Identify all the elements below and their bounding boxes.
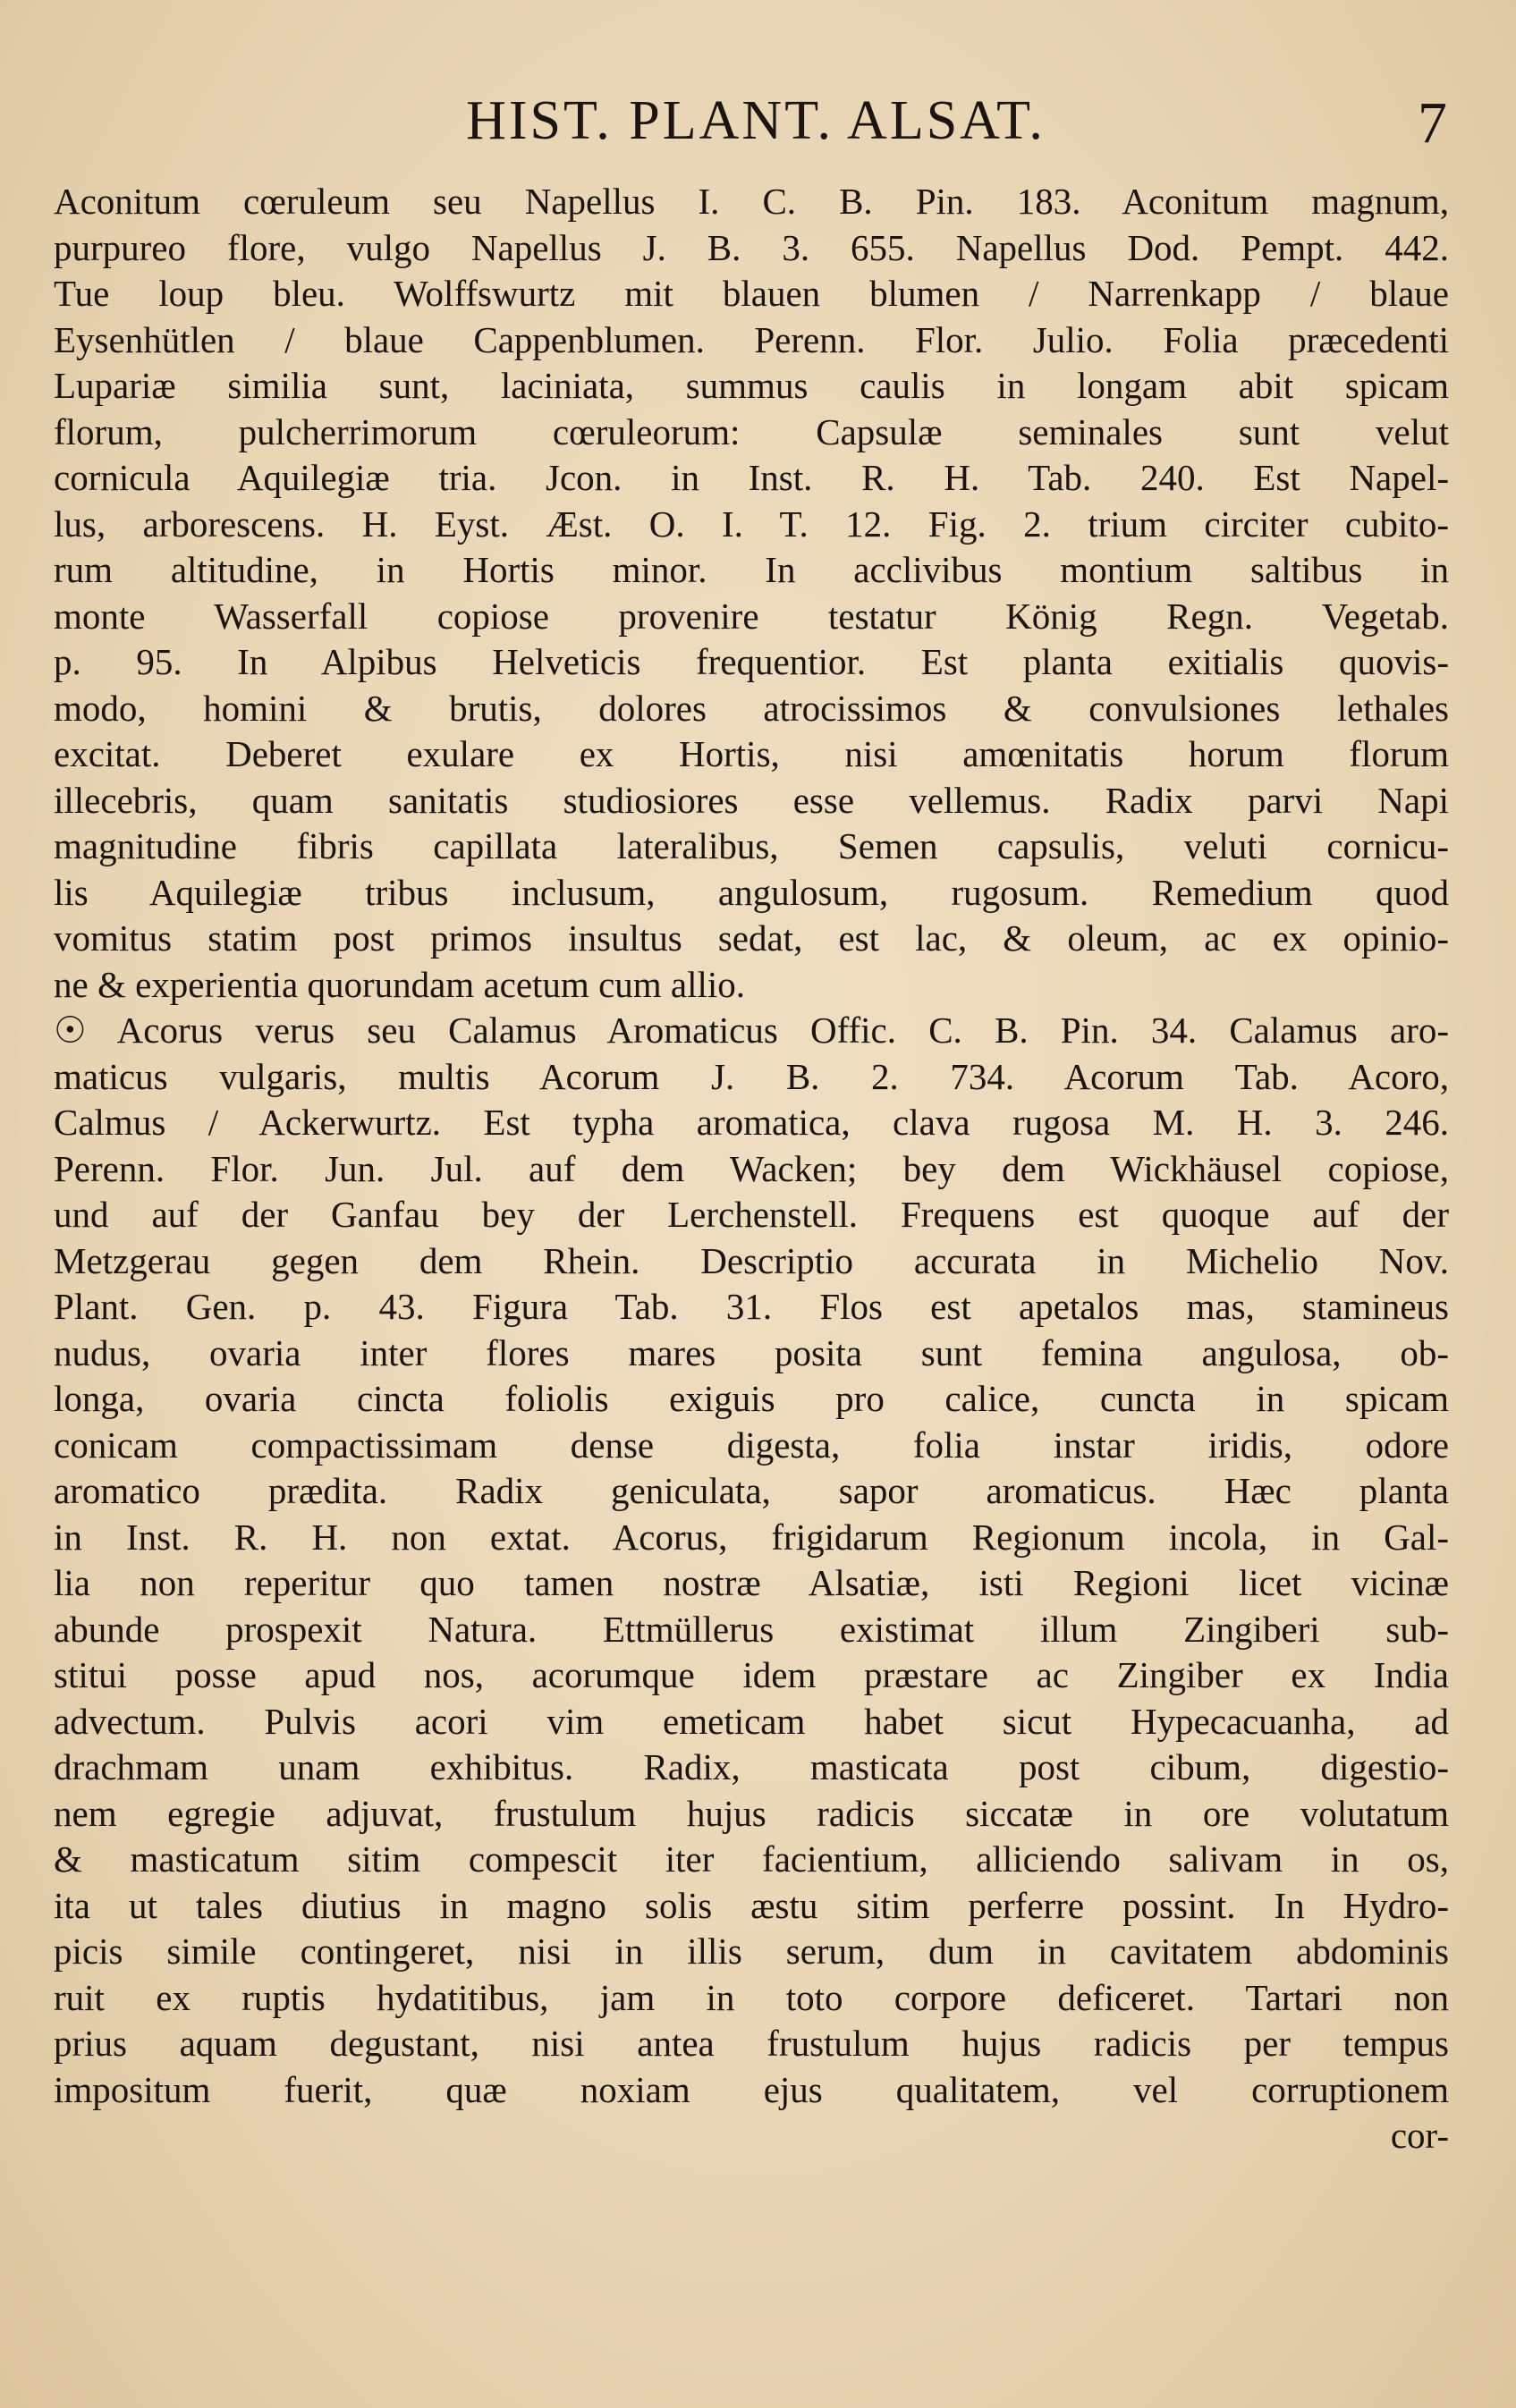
text-line: abunde prospexit Natura. Ettmüllerus existimat illum Zingiberi sub- [54,1608,1449,1650]
text-line: picis simile contingeret, nisi in illis serum, dum in cavitatem abdominis [54,1931,1449,1972]
text-line: nem egregie adjuvat, frustulum hujus radicis siccatæ in ore volutatum [54,1792,1449,1834]
text-line: illecebris, quam sanitatis studiosiores esse vellemus. Radix parvi Napi [54,779,1449,821]
text-line: nudus, ovaria inter flores mares posita sunt femina angulosa, ob- [54,1331,1449,1373]
text-line: monte Wasserfall copiose provenire testatur König Regn. Vegetab. [54,595,1449,637]
text-line: lis Aquilegiæ tribus inclusum, angulosum, rugosum. Remedium quod [54,871,1449,913]
running-title: HIST. PLANT. ALSAT. [466,90,1046,151]
text-line: Aconitum cœruleum seu Napellus I. C. B. Pin. 183. Aconitum magnum, [54,181,1449,222]
text-line: longa, ovaria cincta foliolis exiguis pro calice, cuncta in spicam [54,1378,1449,1419]
text-line: modo, homini & brutis, dolores atrocissimos & convulsiones lethales [54,687,1449,729]
text-line: Metzgerau gegen dem Rhein. Descriptio accurata in Michelio Nov. [54,1239,1449,1281]
text-line: lia non reperitur quo tamen nostræ Alsatiæ, isti Regioni licet vicinæ [54,1562,1449,1603]
text-line: Lupariæ similia sunt, laciniata, summus caulis in longam abit spicam [54,365,1449,406]
text-line: florum, pulcherrimorum cœruleorum: Capsulæ seminales sunt velut [54,410,1449,452]
page-number: 7 [1418,90,1447,156]
text-line: rum altitudine, in Hortis minor. In acclivibus montium saltibus in [54,549,1449,590]
text-line: Tue loup bleu. Wolffswurtz mit blauen blumen / Narrenkapp / blaue [54,273,1449,314]
text-line: maticus vulgaris, multis Acorum J. B. 2. 734. Acorum Tab. Acoro, [54,1055,1449,1097]
text-line: Perenn. Flor. Jun. Jul. auf dem Wacken; bey dem Wickhäusel copiose, [54,1147,1449,1189]
text-line: conicam compactissimam dense digesta, folia instar iridis, odore [54,1424,1449,1466]
text-line: advectum. Pulvis acori vim emeticam habet sicut Hypecacuanha, ad [54,1700,1449,1742]
text-line: aromatico prædita. Radix geniculata, sapor aromaticus. Hæc planta [54,1470,1449,1511]
text-line: cornicula Aquilegiæ tria. Jcon. in Inst. R. H. Tab. 240. Est Napel- [54,457,1449,498]
text-line: excitat. Deberet exulare ex Hortis, nisi amœnitatis horum florum [54,733,1449,774]
text-line: und auf der Ganfau bey der Lerchenstell. Frequens est quoque auf der [54,1194,1449,1235]
text-line: magnitudine fibris capillata lateralibus, Semen capsulis, veluti cornicu- [54,825,1449,866]
text-line: drachmam unam exhibitus. Radix, masticata post cibum, digestio- [54,1746,1449,1787]
catchword: cor- [1390,2115,1449,2156]
text-line: ruit ex ruptis hydatitibus, jam in toto corpore deficeret. Tartari non [54,1976,1449,2018]
text-line: p. 95. In Alpibus Helveticis frequentior. Est planta exitialis quovis- [54,641,1449,682]
body-text [54,179,1449,2159]
text-line: lus, arborescens. H. Eyst. Æst. O. I. T. 12. Fig. 2. trium circiter cubito- [54,503,1449,545]
text-line: in Inst. R. H. non extat. Acorus, frigidarum Regionum incola, in Gal- [54,1516,1449,1558]
text-line: purpureo flore, vulgo Napellus J. B. 3. 655. Napellus Dod. Pempt. 442. [54,226,1449,268]
text-line: ita ut tales diutius in magno solis æstu sitim perferre possint. In Hydro- [54,1884,1449,1926]
text-line: prius aquam degustant, nisi antea frustulum hujus radicis per tempus [54,2023,1449,2064]
text-line: stitui posse apud nos, acorumque idem præstare ac Zingiber ex India [54,1654,1449,1695]
text-line: impositum fuerit, quæ noxiam ejus qualitatem, vel corruptionem [54,2068,1449,2110]
text-line: ☉ Acorus verus seu Calamus Aromaticus Offic. C. B. Pin. 34. Calamus aro- [54,1010,1449,1051]
text-line: ne & experientia quorundam acetum cum allio. [54,963,746,1005]
text-line: Eysenhütlen / blaue Cappenblumen. Perenn. Flor. Julio. Folia præcedenti [54,318,1449,360]
text-line: Calmus / Ackerwurtz. Est typha aromatica, clava rugosa M. H. 3. 246. [54,1102,1449,1143]
text-line: & masticatum sitim compescit iter facientium, alliciendo salivam in os, [54,1838,1449,1880]
text-line: vomitus statim post primos insultus sedat, est lac, & oleum, ac ex opinio- [54,917,1449,959]
text-line: Plant. Gen. p. 43. Figura Tab. 31. Flos est apetalos mas, stamineus [54,1286,1449,1327]
